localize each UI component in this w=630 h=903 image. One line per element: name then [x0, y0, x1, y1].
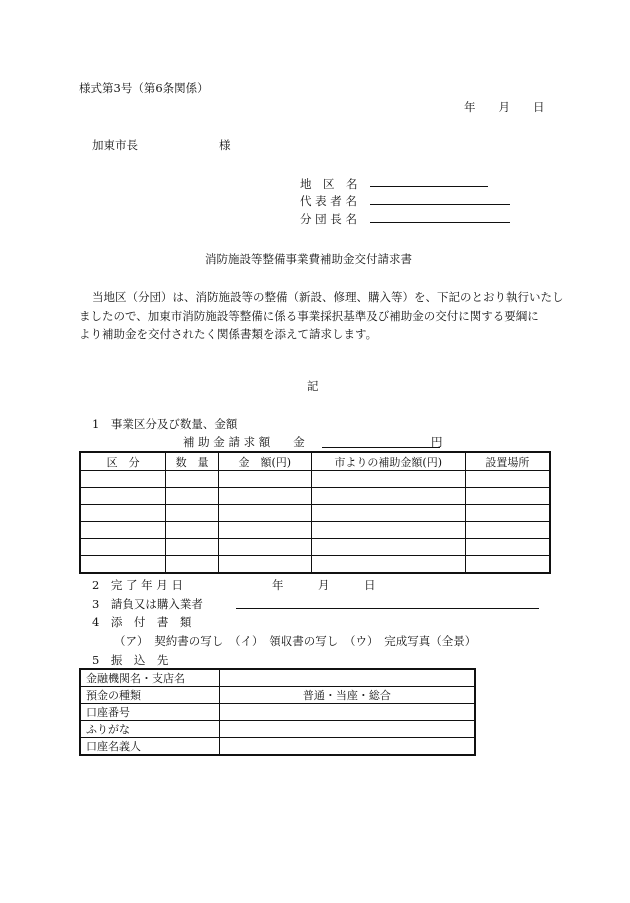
body-line-2: ましたので、加東市消防施設等整備に係る事業採択基準及び補助金の交付に関する要綱に [79, 309, 539, 323]
table-cell[interactable] [80, 539, 166, 556]
table-row [80, 539, 550, 556]
bank-table [79, 668, 476, 756]
header-location: 設置場所 [465, 452, 550, 471]
amount-unit: 円 [431, 435, 443, 449]
table-cell[interactable] [465, 505, 550, 522]
bank-name-label: 金融機関名・支店名 [80, 669, 219, 687]
table-cell[interactable] [465, 539, 550, 556]
furigana-label: ふりがな [80, 721, 219, 738]
form-id: 様式第3号（第6条関係） [79, 81, 209, 95]
table-cell[interactable] [166, 556, 219, 574]
deposit-type-value[interactable]: 普通・当座・総合 [219, 687, 475, 704]
bank-row [80, 687, 475, 704]
amount-field[interactable] [322, 447, 440, 448]
table-cell[interactable] [465, 522, 550, 539]
furigana-value[interactable] [219, 721, 475, 738]
table-cell[interactable] [166, 522, 219, 539]
table-cell[interactable] [311, 522, 465, 539]
completion-date: 年 月 日 [272, 578, 376, 592]
table-row [80, 522, 550, 539]
amount-label: 補 助 金 請 求 額 金 [183, 435, 305, 449]
table-cell[interactable] [465, 488, 550, 505]
date-line: 年 月 日 [464, 100, 545, 114]
account-number-label: 口座番号 [80, 704, 219, 721]
table-cell[interactable] [311, 556, 465, 574]
table-cell[interactable] [311, 539, 465, 556]
table-cell[interactable] [311, 488, 465, 505]
table-cell[interactable] [218, 539, 311, 556]
section4-label: 4 添 付 書 類 [92, 615, 192, 629]
table-row [80, 556, 550, 574]
header-amount: 金 額(円) [218, 452, 311, 471]
table-cell[interactable] [311, 505, 465, 522]
section5-label: 5 振 込 先 [92, 653, 169, 667]
table-header-row [80, 452, 550, 471]
table-cell[interactable] [218, 522, 311, 539]
section1-label: 1 事業区分及び数量、金額 [92, 417, 238, 431]
table-cell[interactable] [218, 556, 311, 574]
table-cell[interactable] [80, 522, 166, 539]
table-cell[interactable] [80, 488, 166, 505]
table-cell[interactable] [465, 556, 550, 574]
document-title: 消防施設等整備事業費補助金交付請求書 [205, 252, 412, 266]
bank-row [80, 669, 475, 687]
account-holder-label: 口座名義人 [80, 738, 219, 756]
table-cell[interactable] [166, 505, 219, 522]
bank-row [80, 704, 475, 721]
table-cell[interactable] [465, 471, 550, 488]
table-row [80, 505, 550, 522]
items-table [79, 451, 551, 574]
representative-label: 代 表 者 名 [300, 194, 357, 208]
representative-field[interactable] [370, 204, 510, 205]
section3-label: 3 請負又は購入業者 [92, 597, 203, 611]
table-cell[interactable] [166, 471, 219, 488]
table-cell[interactable] [311, 471, 465, 488]
account-holder-value[interactable] [219, 738, 475, 756]
addressee: 加東市長 [92, 138, 138, 152]
table-cell[interactable] [80, 505, 166, 522]
bank-name-value[interactable] [219, 669, 475, 687]
attachments-list: （ア） 契約書の写し （イ） 領収書の写し （ウ） 完成写真（全景） [114, 634, 477, 648]
branch-leader-label: 分 団 長 名 [300, 212, 357, 226]
header-category: 区 分 [80, 452, 166, 471]
honorific: 様 [219, 138, 231, 152]
contractor-field[interactable] [236, 608, 539, 609]
bank-row [80, 721, 475, 738]
section2-label: 2 完 了 年 月 日 [92, 578, 183, 592]
table-row [80, 488, 550, 505]
table-row [80, 471, 550, 488]
table-cell[interactable] [80, 556, 166, 574]
header-quantity: 数 量 [166, 452, 219, 471]
bank-row [80, 738, 475, 756]
body-line-3: より補助金を交付されたく関係書類を添えて請求します。 [79, 327, 378, 341]
body-line-1: 当地区（分団）は、消防施設等の整備（新設、修理、購入等）を、下記のとおり執行いたし [92, 290, 564, 304]
table-cell[interactable] [166, 488, 219, 505]
header-subsidy: 市よりの補助金額(円) [311, 452, 465, 471]
table-cell[interactable] [218, 505, 311, 522]
district-field[interactable] [370, 186, 488, 187]
table-cell[interactable] [80, 471, 166, 488]
table-cell[interactable] [166, 539, 219, 556]
deposit-type-label: 預金の種類 [80, 687, 219, 704]
table-cell[interactable] [218, 471, 311, 488]
account-number-value[interactable] [219, 704, 475, 721]
district-label: 地 区 名 [300, 177, 358, 191]
table-cell[interactable] [218, 488, 311, 505]
ki-heading: 記 [307, 379, 319, 393]
branch-leader-field[interactable] [370, 222, 510, 223]
